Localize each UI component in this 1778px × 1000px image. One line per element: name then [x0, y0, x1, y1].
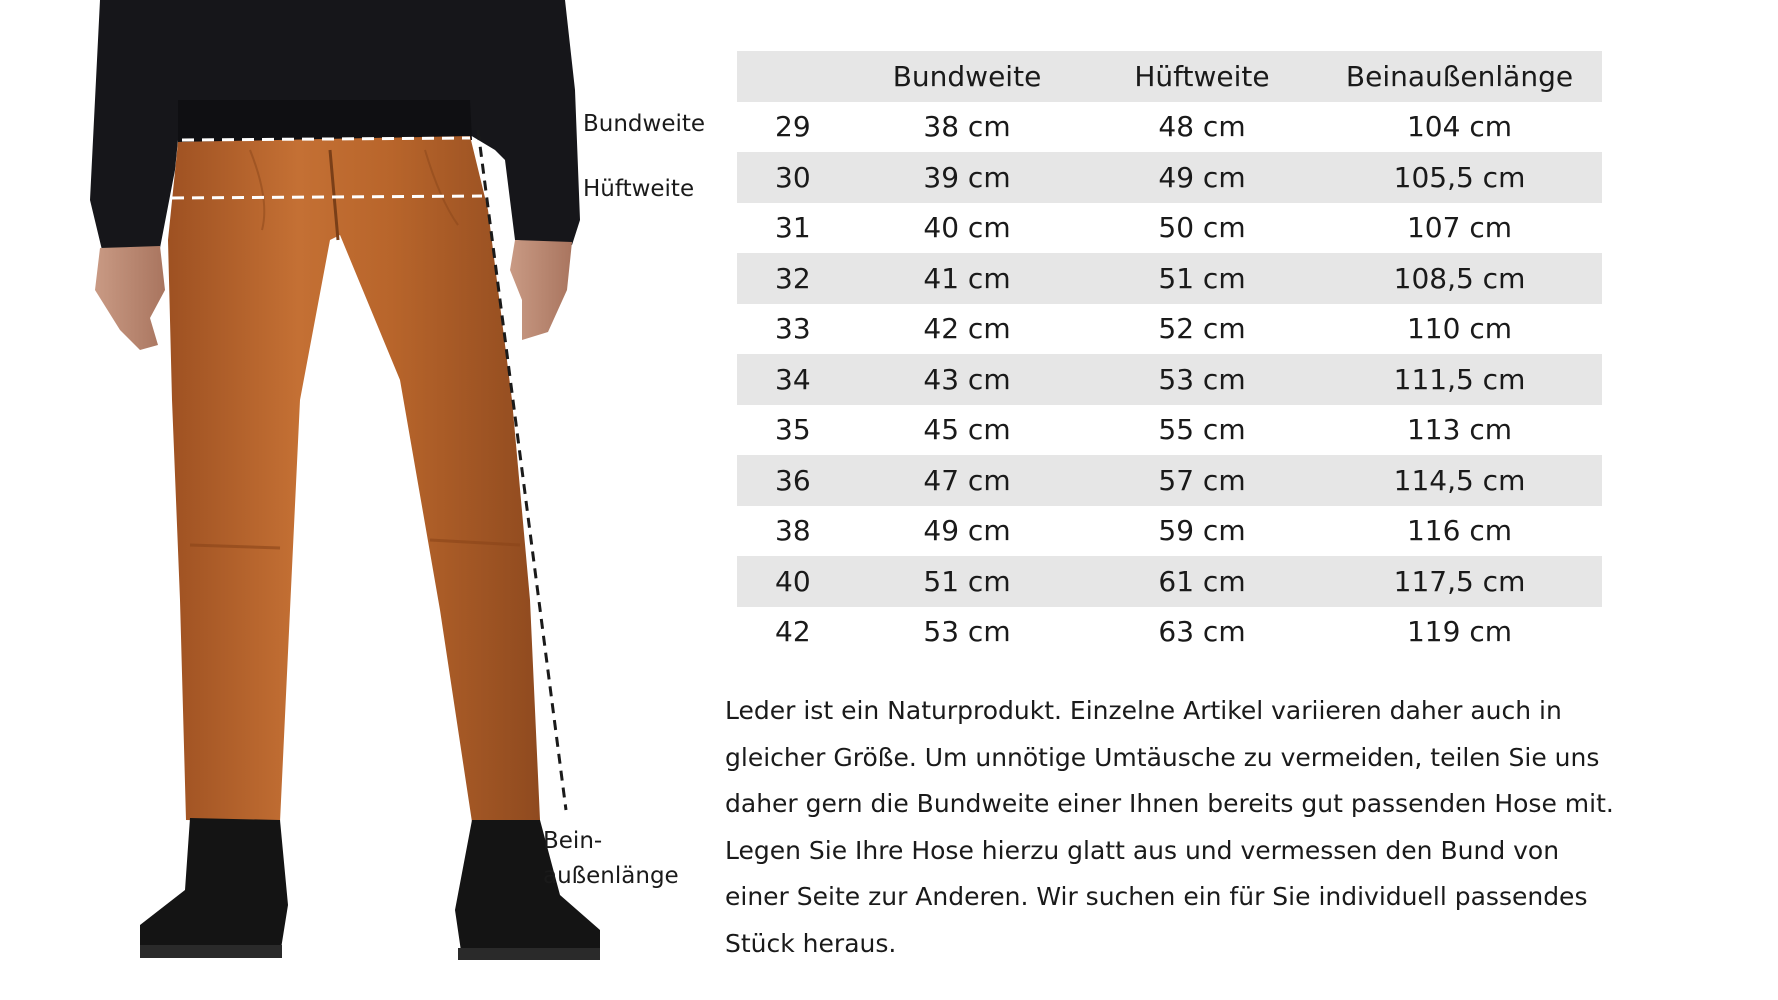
note-line: Legen Sie Ihre Hose hierzu glatt aus und vermessen den Bund von [725, 835, 1560, 865]
product-photo-leather-pants [0, 0, 720, 1000]
cell-waist: 43 cm [923, 362, 1011, 396]
cell-size: 33 [775, 312, 811, 346]
table-row [737, 304, 1602, 355]
note-line: einer Seite zur Anderen. Wir suchen ein für Sie individuell passendes [725, 882, 1588, 911]
cell-waist: 40 cm [923, 211, 1011, 245]
cell-waist: 41 cm [923, 261, 1011, 295]
cell-size: 32 [775, 261, 811, 295]
hip-label: Hüftweite [583, 176, 695, 202]
outseam-label-line2: außenlänge [543, 863, 679, 889]
cell-waist: 45 cm [923, 413, 1011, 447]
cell-size: 31 [775, 211, 811, 245]
cell-size: 40 [775, 564, 811, 598]
cell-hip: 53 cm [1158, 362, 1246, 396]
cell-outseam: 119 cm [1406, 615, 1512, 649]
waist-measure-line [182, 138, 470, 140]
note-line: Leder ist ein Naturprodukt. Einzelne Artikel variieren daher auch in [725, 696, 1562, 725]
cell-outseam: 117,5 cm [1393, 564, 1526, 598]
header-waist: Bundweite [892, 59, 1042, 93]
cell-hip: 59 cm [1158, 514, 1246, 548]
cell-waist: 47 cm [923, 463, 1011, 497]
table-row [737, 152, 1602, 203]
note-line: Stück heraus. [725, 928, 897, 958]
header-hip: Hüftweite [1134, 59, 1270, 93]
cell-outseam: 114,5 cm [1393, 463, 1526, 497]
cell-waist: 53 cm [923, 615, 1011, 649]
leather-care-note [725, 688, 1614, 967]
cell-size: 36 [775, 463, 811, 497]
cell-size: 35 [775, 413, 811, 447]
size-table [737, 51, 1602, 657]
cell-size: 29 [775, 110, 811, 144]
table-row [737, 556, 1602, 607]
boots [140, 818, 603, 960]
cell-outseam: 116 cm [1406, 514, 1512, 548]
cell-outseam: 107 cm [1406, 211, 1512, 245]
table-row [737, 203, 1602, 254]
cell-waist: 51 cm [923, 564, 1011, 598]
table-row [737, 455, 1602, 506]
cell-waist: 39 cm [923, 160, 1011, 194]
cell-outseam: 105,5 cm [1393, 160, 1526, 194]
waist-label: Bundweite [583, 111, 706, 137]
left-hand [95, 246, 165, 350]
cell-hip: 57 cm [1158, 463, 1246, 497]
leather-pants [168, 136, 540, 822]
cell-outseam: 104 cm [1406, 110, 1512, 144]
cell-outseam: 110 cm [1406, 312, 1512, 346]
cell-outseam: 108,5 cm [1393, 261, 1526, 295]
cell-hip: 55 cm [1158, 413, 1246, 447]
cell-size: 34 [775, 362, 811, 396]
header-outseam: Beinaußenlänge [1345, 59, 1574, 93]
table-row [737, 253, 1602, 304]
cell-waist: 38 cm [923, 110, 1011, 144]
note-line: gleicher Größe. Um unnötige Umtäusche zu vermeiden, teilen Sie uns [725, 742, 1600, 772]
cell-waist: 49 cm [923, 514, 1011, 548]
header-size [737, 51, 847, 102]
cell-hip: 48 cm [1158, 110, 1246, 144]
cell-size: 38 [775, 514, 811, 548]
table-row [737, 354, 1602, 405]
outseam-label-line1: Bein- [543, 828, 603, 854]
cell-hip: 50 cm [1158, 211, 1246, 245]
cell-outseam: 111,5 cm [1393, 362, 1526, 396]
table-row [737, 607, 1602, 658]
cell-hip: 61 cm [1158, 564, 1246, 598]
table-row [737, 405, 1602, 456]
cell-size: 42 [775, 615, 811, 649]
table-row [737, 102, 1602, 153]
cell-hip: 63 cm [1158, 615, 1246, 649]
table-header-row [737, 51, 1602, 102]
cell-hip: 52 cm [1158, 312, 1246, 346]
cell-size: 30 [775, 160, 811, 194]
cell-waist: 42 cm [923, 312, 1011, 346]
cell-hip: 49 cm [1158, 160, 1246, 194]
right-hand [510, 240, 572, 340]
table-row [737, 506, 1602, 557]
cell-outseam: 113 cm [1406, 413, 1512, 447]
cell-hip: 51 cm [1158, 261, 1246, 295]
note-line: daher gern die Bundweite einer Ihnen bereits gut passenden Hose mit. [725, 789, 1614, 818]
